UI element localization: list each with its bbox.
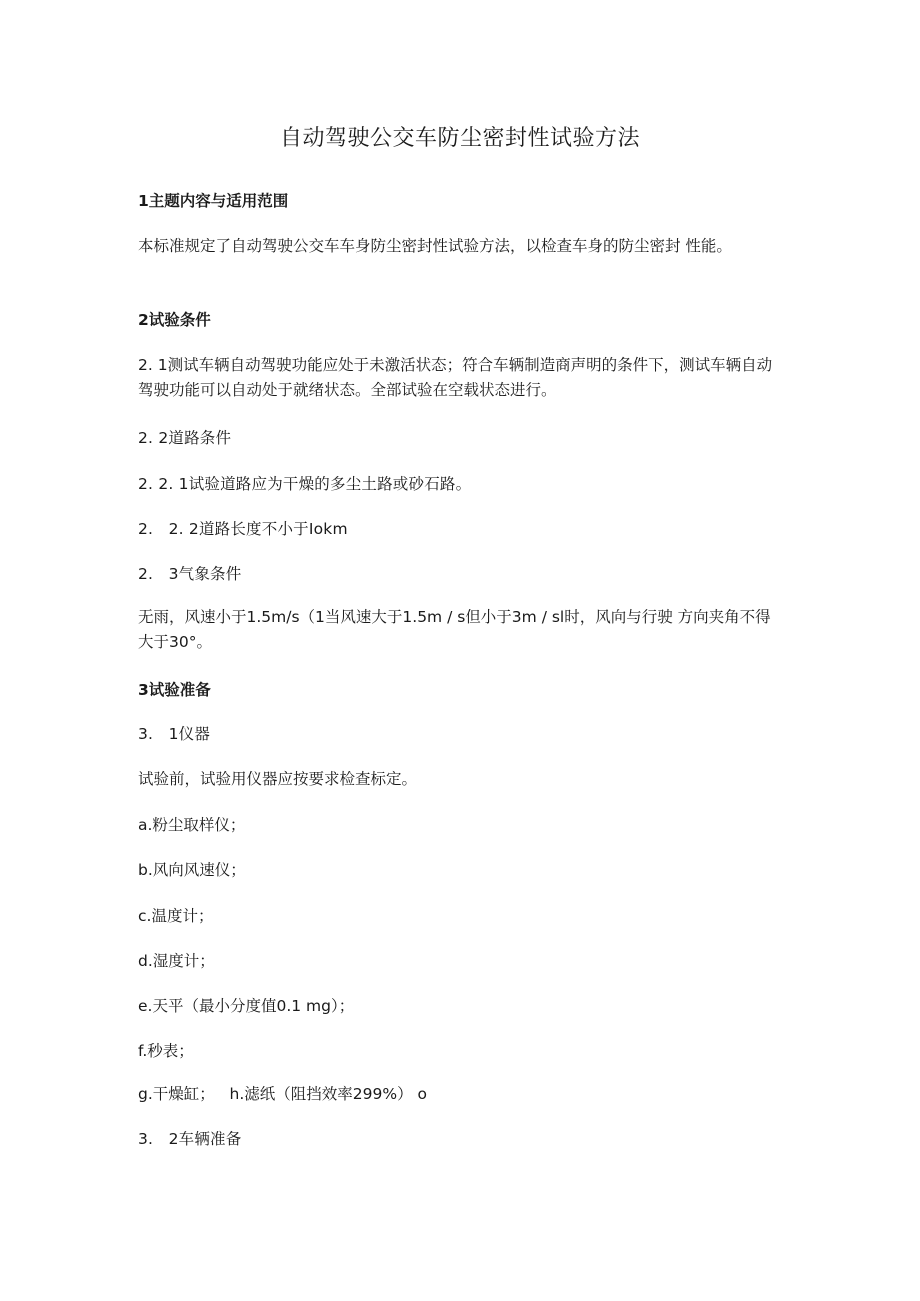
list-item-f: f.秒表； <box>138 1042 194 1060</box>
document-title: 自动驾驶公交车防尘密封性试验方法 <box>279 126 640 151</box>
paragraph-instrument-calibration: 试验前，试验用仪器应按要求检查标定。 <box>138 770 418 788</box>
list-item-c: c.温度计； <box>138 907 214 925</box>
paragraph-scope: 本标准规定了自动驾驶公交车车身防尘密封性试验方法，以检查车身的防尘密封 性能。 <box>138 237 732 255</box>
paragraph-2-2: 2. 2道路条件 <box>138 429 232 447</box>
paragraph-2-1: 2. 1测试车辆自动驾驶功能应处于未激活状态；符合车辆制造商声明的条件下，测试车辆自动驾驶功能可以自动处于就绪状态。全部试验在空载状态进行。 <box>138 356 773 399</box>
list-item-b: b.风向风速仪； <box>138 861 246 879</box>
paragraph-3-1: 3. 1仪器 <box>138 725 211 743</box>
paragraph-2-3: 2. 3气象条件 <box>138 565 242 583</box>
list-item-d: d.湿度计； <box>138 952 215 970</box>
paragraph-2-2-1: 2. 2. 1试验道路应为干燥的多尘土路或砂石路。 <box>138 475 472 493</box>
paragraph-2-2-2: 2. 2. 2道路长度不小于Iokm <box>138 520 348 538</box>
section-heading-1: 1主题内容与适用范围 <box>138 192 289 210</box>
list-item-a: a.粉尘取样仪； <box>138 816 246 834</box>
paragraph-3-2: 3. 2车辆准备 <box>138 1130 242 1148</box>
paragraph-weather: 无雨，风速小于1.5m∕s（1当风速大于1.5m / s但小于3m / sl时，风向与行驶 方向夹角不得大于30°。 <box>138 608 771 651</box>
section-heading-3: 3试验准备 <box>138 681 211 699</box>
list-item-e: e.天平（最小分度值0.1 mg）； <box>138 997 355 1015</box>
section-heading-2: 2试验条件 <box>138 311 211 329</box>
list-item-g-h: g.干燥缸； h.滤纸（阻挡效率299%） o <box>138 1085 428 1103</box>
